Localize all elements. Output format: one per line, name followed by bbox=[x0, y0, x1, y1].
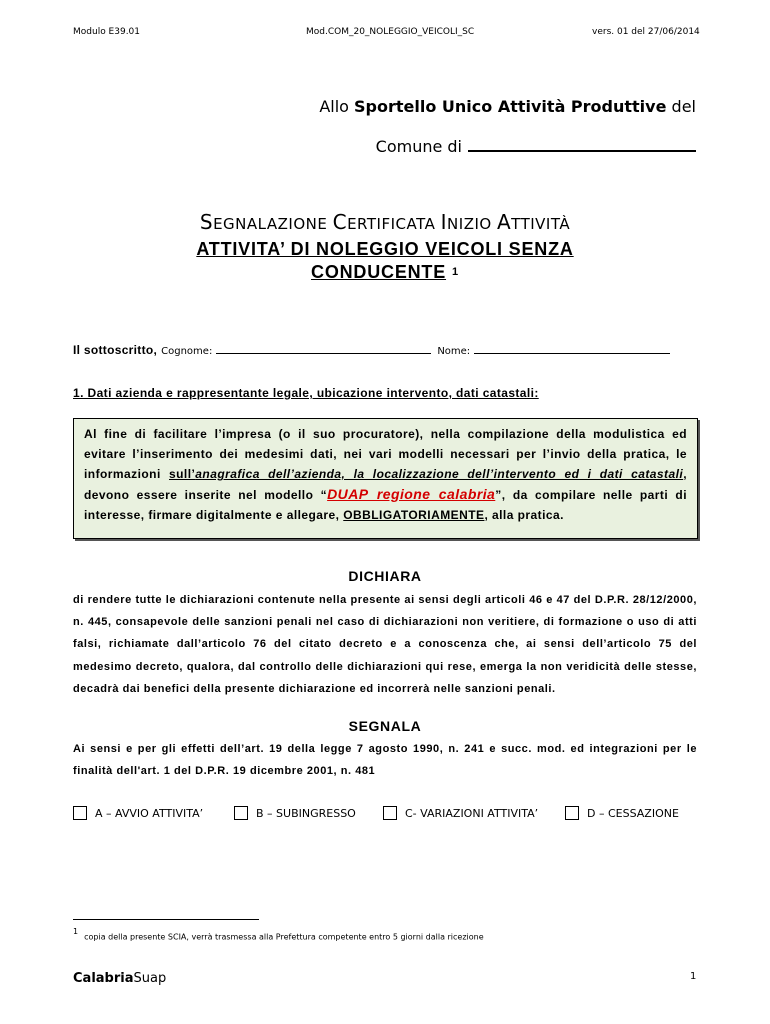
option-subingresso[interactable] bbox=[234, 806, 356, 820]
dichiara-heading: DICHIARA bbox=[348, 568, 422, 584]
scia-title: SEGNALAZIONE CERTIFICATA INIZIO ATTIVITÀ bbox=[199, 210, 571, 234]
calabriasuap-logo: CalabriaSuap bbox=[73, 971, 167, 986]
variazioni-checkbox[interactable] bbox=[383, 806, 397, 820]
comune-field[interactable] bbox=[468, 138, 696, 152]
avvio-checkbox[interactable] bbox=[73, 806, 87, 820]
main-title bbox=[0, 238, 770, 284]
module-code: Mod.COM_20_NOLEGGIO_VEICOLI_SC bbox=[306, 27, 475, 37]
footnote-ref: 1 bbox=[452, 266, 459, 278]
segnala-text: Ai sensi e per gli effetti dell’art. 19 della legge 7 agosto 1990, n. 241 e succ. mod. ed integrazioni per le finalità dell'art. 1 del D.P.R. 19 dicembre 2001, n. 481 bbox=[73, 743, 697, 778]
avvio-label: A – AVVIO ATTIVITA’ bbox=[95, 806, 204, 820]
main-title-line2: CONDUCENTE bbox=[311, 262, 447, 282]
addressee-office: Sportello Unico Attività Produttive bbox=[354, 97, 667, 116]
page-number: 1 bbox=[690, 971, 697, 982]
subingresso-label: B – SUBINGRESSO bbox=[256, 806, 356, 820]
form-code: Modulo E39.01 bbox=[73, 27, 141, 37]
cognome-label: Cognome: bbox=[161, 346, 213, 357]
footnote-divider bbox=[73, 919, 259, 920]
addressee-prefix: Allo bbox=[319, 97, 349, 116]
duap-model-name: DUAP_regione_calabria bbox=[327, 486, 496, 502]
comune-label: Comune di bbox=[375, 137, 462, 156]
sottoscritto-label: Il sottoscritto, bbox=[73, 343, 158, 357]
version-date: vers. 01 del 27/06/2014 bbox=[592, 27, 700, 37]
addressee-line bbox=[319, 97, 696, 116]
addressee-suffix: del bbox=[671, 97, 696, 116]
nome-label: Nome: bbox=[437, 346, 471, 357]
cessazione-label: D – CESSAZIONE bbox=[587, 806, 679, 820]
segnala-heading: SEGNALA bbox=[348, 718, 422, 734]
subingresso-checkbox[interactable] bbox=[234, 806, 248, 820]
variazioni-label: C- VARIAZIONI ATTIVITA’ bbox=[405, 806, 539, 820]
dichiara-text: di rendere tutte le dichiarazioni contenute nella presente ai sensi degli articoli 46 e 47 del D.P.R. 28/12/2000, n. 445, consapevole delle sanzioni penali nel caso di dichiarazioni non veritiere, di formazione o uso di atti falsi, richiamate dall’articolo 76 del citato decreto e a conoscenza che, ai sensi dell’articolo 75 del medesimo decreto, qualora, dal controllo delle dichiarazioni qui rese, emerga la non veridicità delle stesse, decadrà dai benefici della presente dichiarazione ed incorrerà nelle sanzioni penali. bbox=[73, 594, 697, 695]
cessazione-checkbox[interactable] bbox=[565, 806, 579, 820]
cognome-field[interactable] bbox=[216, 344, 431, 354]
footnote bbox=[73, 929, 484, 942]
nome-field[interactable] bbox=[474, 344, 670, 354]
option-avvio[interactable] bbox=[73, 806, 203, 820]
option-variazioni[interactable] bbox=[383, 806, 538, 820]
section1-title: 1. Dati azienda e rappresentante legale, ubicazione intervento, dati catastali: bbox=[73, 386, 539, 400]
footnote-text: copia della presente SCIA, verrà trasmessa alla Prefettura competente entro 5 giorni dalla ricezione bbox=[84, 932, 484, 942]
info-box: Al fine di facilitare l’impresa (o il suo procuratore), nella compilazione della modulistica ed evitare l’inserimento dei medesimi dati, nei vari modelli necessari per l’invio della pratica, le informazioni sull’anagrafica dell’azienda, la localizzazione dell’intervento ed i dati catastali, devono essere inserite nel modello “DUAP_regione_calabria”, da compilare nelle parti di interesse, firmare digitalmente e allegare, OBBLIGATORIAMENTE, alla pratica. bbox=[73, 418, 698, 539]
footnote-number: 1 bbox=[73, 927, 79, 936]
comune-line bbox=[376, 137, 696, 156]
main-title-line1: ATTIVITA’ DI NOLEGGIO VEICOLI SENZA bbox=[196, 239, 574, 259]
option-cessazione[interactable] bbox=[565, 806, 679, 820]
sottoscritto-row bbox=[73, 343, 697, 357]
